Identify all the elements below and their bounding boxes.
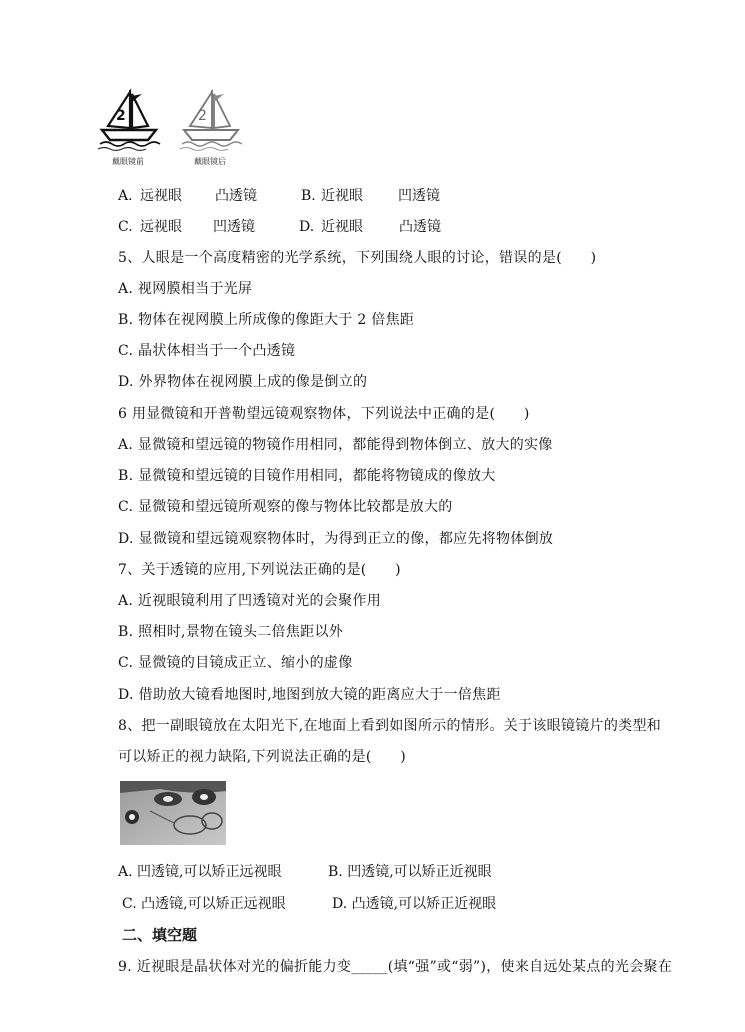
q7-option-a: A. 近视眼镜利用了凹透镜对光的会聚作用	[118, 593, 382, 609]
q5-option-a: A. 视网膜相当于光屏	[118, 281, 253, 297]
q4-option-a-lens: 凸透镜	[215, 188, 257, 204]
q4-options-row-2	[118, 217, 678, 237]
q4-option-a: A.	[118, 188, 133, 204]
q6-option-b: B. 显微镜和望远镜的目镜作用相同，都能将物镜成的像放大	[118, 468, 496, 484]
q4-option-c: C.	[118, 219, 133, 235]
q4-options-row-1	[118, 186, 678, 206]
q4-option-d: D.	[299, 219, 315, 235]
q4-option-a-term: 远视眼	[140, 188, 182, 204]
q7-option-c: C. 显微镜的目镜成正立、缩小的虚像	[118, 655, 353, 671]
q4-option-b-term: 近视眼	[321, 188, 363, 204]
q7-stem: 7、关于透镜的应用,下列说法正确的是( )	[118, 562, 401, 578]
q7-option-d: D. 借助放大镜看地图时,地图到放大镜的距离应大于一倍焦距	[118, 687, 501, 703]
q4-option-d-term: 近视眼	[321, 219, 363, 235]
q6-stem: 6 用显微镜和开普勒望远镜观察物体，下列说法中正确的是( )	[118, 406, 530, 422]
q4-option-b-lens: 凹透镜	[398, 188, 440, 204]
boat-figure-before	[96, 86, 162, 156]
q6-option-a: A. 显微镜和望远镜的物镜作用相同，都能得到物体倒立、放大的实像	[118, 437, 553, 453]
q4-option-c-lens: 凹透镜	[213, 219, 255, 235]
svg-text:2: 2	[198, 108, 207, 124]
boat-figure-after	[178, 86, 244, 156]
q8-option-a: A. 凹透镜,可以矫正远视眼	[118, 864, 282, 880]
section-2-heading: 二、填空题	[122, 926, 198, 944]
boat-after-caption: 戴眼镜后	[194, 157, 226, 166]
q9-line-1: 9. 近视眼是晶状体对光的偏折能力变_____(填“强”或“弱”)，使来自远处某点的光会聚在	[118, 959, 673, 975]
q8-stem-line-1: 8、把一副眼镜放在太阳光下,在地面上看到如图所示的情形。关于该眼镜镜片的类型和	[118, 718, 662, 734]
q8-option-d: D. 凸透镜,可以矫正近视眼	[332, 896, 497, 912]
q6-option-d: D. 显微镜和望远镜观察物体时，为得到正立的像，都应先将物体倒放	[118, 531, 554, 547]
q5-option-d: D. 外界物体在视网膜上成的像是倒立的	[118, 374, 368, 390]
q8-option-b: B. 凹透镜,可以矫正近视眼	[328, 864, 492, 880]
q8-option-c: C. 凸透镜,可以矫正远视眼	[122, 896, 286, 912]
q8-options-row-2	[122, 894, 642, 914]
glasses-shadow-image	[120, 781, 226, 845]
q5-option-b: B. 物体在视网膜上所成像的像距大于 2 倍焦距	[118, 312, 415, 328]
sailboat-after-image	[178, 86, 244, 156]
glasses-shadow-photo	[120, 781, 226, 845]
q8-stem-line-2: 可以矫正的视力缺陷,下列说法正确的是( )	[118, 749, 406, 765]
sailboat-before-image	[96, 86, 162, 156]
q5-stem: 5、人眼是一个高度精密的光学系统，下列围绕人眼的讨论，错误的是( )	[118, 250, 597, 266]
q7-option-b: B. 照相时,景物在镜头二倍焦距以外	[118, 624, 344, 640]
q4-option-b: B.	[301, 188, 316, 204]
q4-option-c-term: 远视眼	[140, 219, 182, 235]
q5-option-c: C. 晶状体相当于一个凸透镜	[118, 343, 296, 359]
boat-before-caption: 戴眼镜前	[112, 157, 144, 166]
q6-option-c: C. 显微镜和望远镜所观察的像与物体比较都是放大的	[118, 499, 453, 515]
q4-option-d-lens: 凸透镜	[399, 219, 441, 235]
q8-options-row-1	[118, 862, 638, 882]
svg-text:2: 2	[116, 108, 126, 124]
